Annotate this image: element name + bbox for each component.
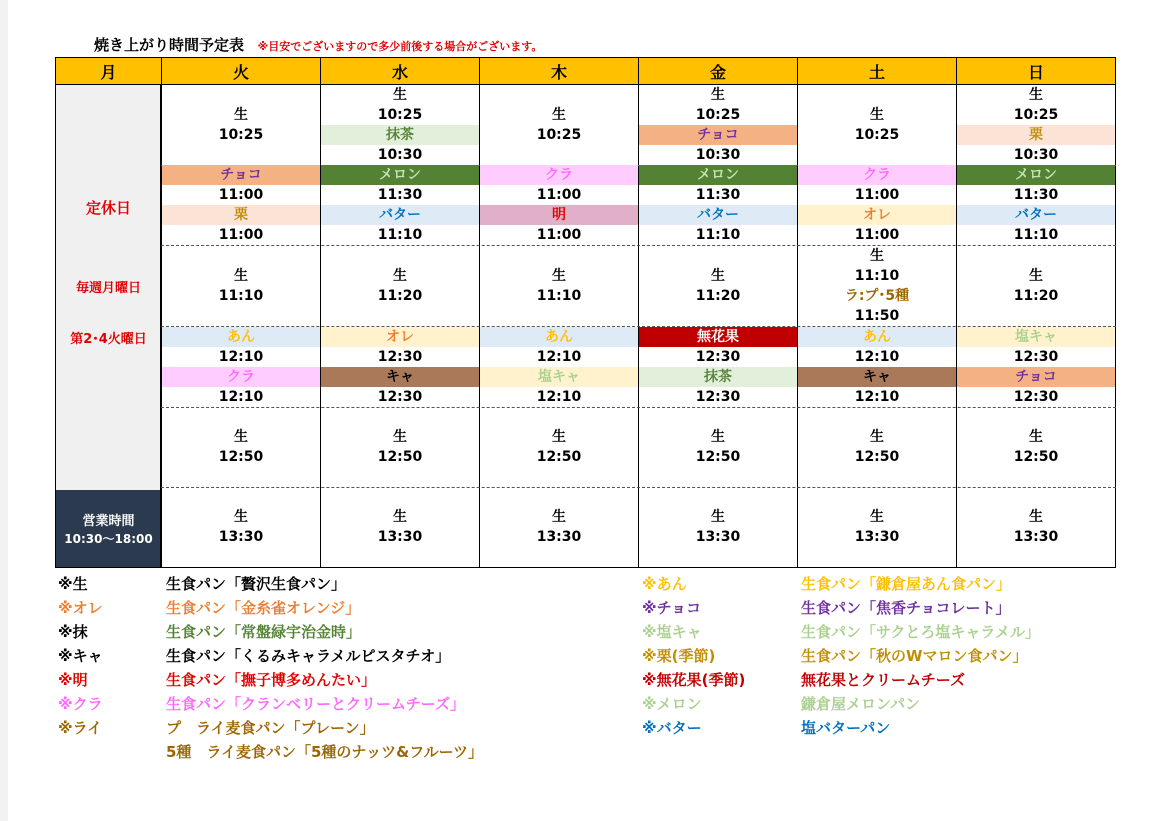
bake-time: 11:00: [536, 187, 582, 203]
bake-time: 13:30: [377, 529, 423, 545]
bread-label: 生: [1029, 268, 1043, 284]
bread-label: あん: [162, 327, 320, 347]
bake-time: 11:10: [695, 227, 741, 243]
bake-time: 11:10: [377, 227, 423, 243]
legend-left-key: ※オレ: [58, 599, 103, 617]
legend-right-key: ※無花果(季節): [642, 671, 746, 689]
bake-time: 13:30: [218, 529, 264, 545]
bake-time: 13:30: [536, 529, 582, 545]
bake-time: 12:10: [854, 349, 900, 365]
bread-label: バター: [321, 205, 479, 225]
bread-label: 塩キャ: [957, 327, 1115, 347]
business-hours-value: 10:30〜18:00: [64, 532, 153, 546]
bread-label: 生: [393, 87, 407, 103]
page-title: 焼き上がり時間予定表: [94, 36, 245, 54]
legend-left-key: ※抹: [58, 623, 88, 641]
bake-time: 10:25: [536, 127, 582, 143]
closed-weekly: 毎週月曜日: [75, 281, 141, 296]
bread-label: 生: [234, 268, 248, 284]
legend-right-value: 塩バターパン: [801, 719, 891, 737]
legend-right-value: 生食パン「焦香チョコレート」: [801, 599, 1011, 617]
bake-time: 11:10: [1013, 227, 1059, 243]
disclaimer-note: ※目安でございますので多少前後する場合がございます。: [257, 40, 543, 53]
bread-label: 生: [393, 509, 407, 525]
bake-time: 11:00: [218, 227, 264, 243]
bake-time: 12:10: [536, 349, 582, 365]
bread-label: メロン: [639, 165, 797, 185]
business-hours-title: 営業時間: [82, 514, 135, 529]
bread-label: 生: [234, 429, 248, 445]
bake-time: 10:25: [854, 127, 900, 143]
bake-time: 12:10: [854, 389, 900, 405]
bread-label: 生: [711, 268, 725, 284]
bake-time: 12:50: [854, 449, 900, 465]
legend-left-key: ※明: [58, 671, 88, 689]
bread-label: 生: [552, 268, 566, 284]
bake-time: 12:30: [1013, 389, 1059, 405]
legend-right-value: 生食パン「秋のWマロン食パン」: [801, 647, 1028, 665]
bake-time: 11:00: [218, 187, 264, 203]
bread-label: バター: [639, 205, 797, 225]
bake-time: 11:00: [854, 227, 900, 243]
bread-label: 栗: [957, 125, 1115, 145]
legend-right-value: 無花果とクリームチーズ: [801, 671, 965, 689]
bake-time: 11:00: [536, 227, 582, 243]
bread-label: 生: [393, 268, 407, 284]
bread-label: チョコ: [957, 367, 1115, 387]
bread-label: 栗: [162, 205, 320, 225]
bake-time: 12:30: [695, 389, 741, 405]
bake-time: 11:10: [218, 288, 264, 304]
bake-time: 11:20: [695, 288, 741, 304]
bread-label: 抹茶: [321, 125, 479, 145]
bread-label: 生: [711, 509, 725, 525]
legend-right-value: 鎌倉屋メロンパン: [801, 695, 920, 713]
header-sunday: 日: [1027, 62, 1044, 82]
legend-left-value: 生食パン「贅沢生食パン」: [166, 575, 347, 593]
legend-right-value: 生食パン「サクとろ塩キャラメル」: [801, 623, 1040, 641]
legend-right-key: ※あん: [642, 575, 687, 593]
bread-label: 生: [870, 248, 884, 264]
bread-label: 抹茶: [639, 367, 797, 387]
bread-label: メロン: [321, 165, 479, 185]
bake-time: 11:20: [377, 288, 423, 304]
bake-time: 10:30: [377, 147, 423, 163]
bread-label: 生: [393, 429, 407, 445]
bake-time: 10:25: [695, 107, 741, 123]
bake-time: 12:30: [377, 349, 423, 365]
bread-label: 生: [711, 87, 725, 103]
bake-time: 11:10: [854, 268, 900, 284]
bread-label: キャ: [798, 367, 956, 387]
bread-label: チョコ: [162, 165, 320, 185]
legend-left-key: ※クラ: [58, 695, 103, 713]
bake-time: 11:10: [536, 288, 582, 304]
legend-left-value: 生食パン「クランベリーとクリームチーズ」: [166, 695, 465, 713]
bread-label: キャ: [321, 367, 479, 387]
header-monday: 月: [56, 58, 162, 84]
bread-label: あん: [480, 327, 638, 347]
bake-time: 10:25: [218, 127, 264, 143]
bake-time: 12:50: [1013, 449, 1059, 465]
bread-label: メロン: [957, 165, 1115, 185]
bread-label: 生: [870, 509, 884, 525]
bread-label: 生: [1029, 87, 1043, 103]
bread-label: 生: [234, 107, 248, 123]
legend-left-key: ※ライ: [58, 719, 103, 737]
bread-label: バター: [957, 205, 1115, 225]
legend-left-value: 生食パン「くるみキャラメルピスタチオ」: [166, 647, 451, 665]
bread-label: 明: [480, 205, 638, 225]
bread-label: 生: [711, 429, 725, 445]
bread-label: 生: [870, 107, 884, 123]
bake-time: 10:25: [1013, 107, 1059, 123]
bread-label: 生: [1029, 509, 1043, 525]
bake-time: 10:25: [377, 107, 423, 123]
legend-left-key: ※キャ: [58, 647, 103, 665]
bake-time: 12:10: [218, 389, 264, 405]
bread-label: 生: [552, 429, 566, 445]
header-friday: 金: [639, 58, 798, 84]
legend-right-value: 生食パン「鎌倉屋あん食パン」: [801, 575, 1012, 593]
bake-time: 11:00: [854, 187, 900, 203]
bake-time: 12:30: [695, 349, 741, 365]
bread-label: 無花果: [639, 327, 797, 347]
bread-label: ラ:プ･5種: [844, 288, 910, 304]
legend-right-key: ※バター: [642, 719, 702, 737]
closed-tuesdays: 第2･4火曜日: [70, 332, 147, 347]
closed-label: 定休日: [85, 199, 131, 217]
bake-time: 12:30: [1013, 349, 1059, 365]
bake-time: 13:30: [1013, 529, 1059, 545]
legend-left-value: 生食パン「撫子博多めんたい」: [166, 671, 377, 689]
legend-right-key: ※チョコ: [642, 599, 702, 617]
legend-left-value: プ ライ麦食パン「プレーン」: [166, 719, 375, 737]
legend-right-key: ※塩キャ: [642, 623, 702, 641]
bake-time: 11:20: [1013, 288, 1059, 304]
bread-label: チョコ: [639, 125, 797, 145]
bread-label: 生: [870, 429, 884, 445]
bake-time: 11:30: [695, 187, 741, 203]
bread-label: オレ: [321, 327, 479, 347]
header-wednesday: 水: [321, 58, 480, 84]
bake-time: 12:50: [218, 449, 264, 465]
header-tuesday: 火: [162, 58, 321, 84]
bake-time: 13:30: [854, 529, 900, 545]
bake-time: 10:30: [1013, 147, 1059, 163]
bake-time: 10:30: [695, 147, 741, 163]
bake-time: 13:30: [695, 529, 741, 545]
bake-time: 12:50: [377, 449, 423, 465]
bread-label: 塩キャ: [480, 367, 638, 387]
bread-label: 生: [1029, 429, 1043, 445]
legend-left-value: 5種 ライ麦食パン「5種のナッツ&フルーツ」: [166, 743, 484, 761]
bake-time: 11:30: [1013, 187, 1059, 203]
bake-time: 12:10: [536, 389, 582, 405]
bread-label: クラ: [798, 165, 956, 185]
legend-right-key: ※栗(季節): [642, 647, 716, 665]
bake-time: 11:50: [854, 308, 900, 324]
legend-left-value: 生食パン「金糸雀オレンジ」: [166, 599, 361, 617]
bake-time: 12:10: [218, 349, 264, 365]
bake-time: 12:30: [377, 389, 423, 405]
bake-time: 12:50: [536, 449, 582, 465]
bread-label: 生: [552, 107, 566, 123]
bread-label: クラ: [480, 165, 638, 185]
bread-label: 生: [234, 509, 248, 525]
bread-label: オレ: [798, 205, 956, 225]
bread-label: あん: [798, 327, 956, 347]
legend-right-key: ※メロン: [642, 695, 702, 713]
header-thursday: 木: [480, 58, 639, 84]
bake-time: 12:50: [695, 449, 741, 465]
bread-label: 生: [552, 509, 566, 525]
legend-left-value: 生食パン「常盤緑宇治金時」: [166, 623, 362, 641]
legend-left-key: ※生: [58, 575, 88, 593]
bake-time: 11:30: [377, 187, 423, 203]
bread-label: クラ: [162, 367, 320, 387]
header-saturday: 土: [798, 58, 957, 84]
